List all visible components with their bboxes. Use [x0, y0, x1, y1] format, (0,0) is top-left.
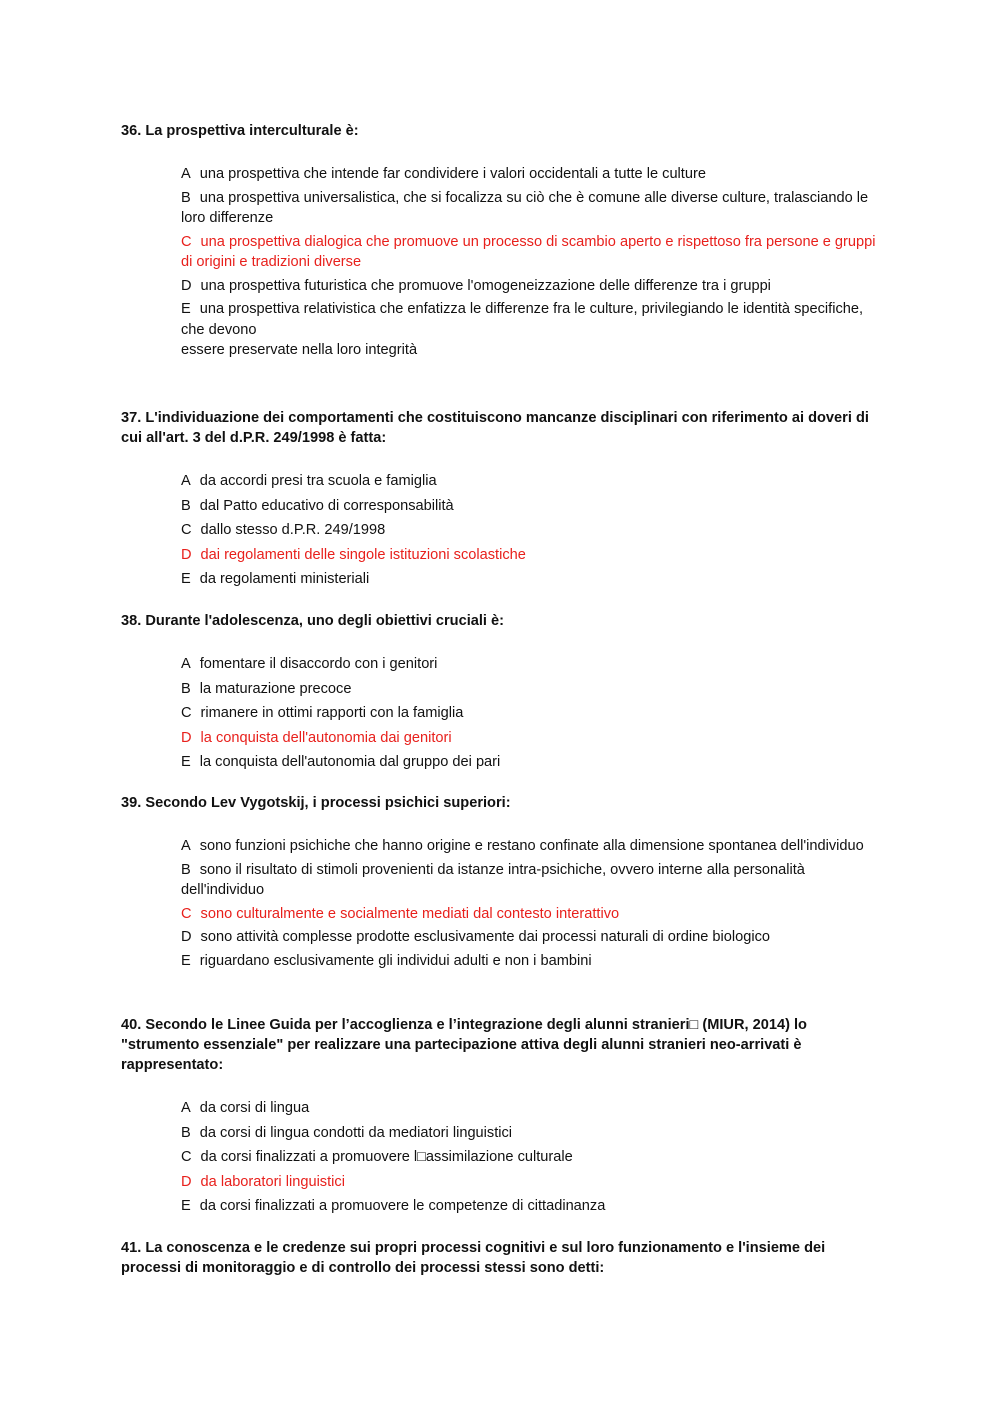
option-text: riguardano esclusivamente gli individui adulti e non i bambini: [199, 952, 592, 969]
option-text: la maturazione precoce: [199, 680, 352, 697]
option-text: sono funzioni psichiche che hanno origine e restano confinate alla dimensione spontanea dell'individuo: [199, 838, 864, 854]
option-b: [181, 496, 881, 517]
option-letter: C: [181, 233, 192, 250]
question-38: [121, 611, 881, 773]
option-b: [181, 860, 881, 901]
option-text: fomentare il disaccordo con i genitori: [199, 656, 438, 672]
option-d-correct: [181, 728, 881, 749]
option-text: sono attività complesse prodotte esclusivamente dai processi naturali di ordine biologico: [200, 929, 771, 945]
option-e: [181, 752, 881, 773]
option-b: [181, 188, 881, 229]
question-title: 38. Durante l'adolescenza, uno degli obiettivi cruciali è:: [121, 613, 505, 629]
option-text: rimanere in ottimi rapporti con la famiglia: [200, 705, 464, 721]
option-a: [181, 471, 881, 492]
option-b: [181, 679, 881, 700]
question-37: [121, 408, 881, 590]
option-letter: D: [181, 729, 192, 746]
option-c: [181, 1147, 881, 1168]
option-a: [181, 164, 881, 185]
option-d: [181, 927, 881, 948]
option-text: dal Patto educativo di corresponsabilità: [199, 497, 454, 514]
question-title: 40. Secondo le Linee Guida per l’accoglienza e l’integrazione degli alunni stranieri□ (MIUR, 2014) lo "strumento essenziale" per realizzare una partecipazione attiva degli alunni stranieri neo-arrivati è rappresentato:: [121, 1017, 807, 1073]
option-text: da corsi di lingua condotti da mediatori linguistici: [199, 1124, 513, 1141]
option-text: la conquista dell'autonomia dal gruppo dei pari: [199, 754, 501, 770]
option-letter: A: [181, 838, 191, 854]
question-title: 36. La prospettiva interculturale è:: [121, 123, 359, 139]
option-letter: D: [181, 546, 192, 563]
answer-options: [121, 164, 881, 361]
answer-options: [121, 654, 881, 773]
option-letter: E: [181, 1198, 191, 1214]
option-letter: C: [181, 522, 192, 538]
question-39: [121, 793, 881, 971]
option-d-correct: [181, 1172, 881, 1193]
option-text: una prospettiva dialogica che promuove un processo di scambio aperto e rispettoso fra persone e gruppi di origini e tradizioni diverse: [181, 233, 876, 270]
answer-options: [121, 471, 881, 590]
option-letter: D: [181, 929, 192, 945]
option-text: da corsi finalizzati a promuovere l□assimilazione culturale: [200, 1149, 573, 1165]
answer-options: [121, 1098, 881, 1217]
option-e: [181, 299, 881, 361]
option-letter: E: [181, 754, 191, 770]
option-text: da accordi presi tra scuola e famiglia: [199, 473, 437, 489]
option-text: una prospettiva relativistica che enfatizza le differenze fra le culture, privilegiando le identità specifiche, che devono: [181, 301, 864, 338]
option-e: [181, 569, 881, 590]
option-text: da corsi di lingua: [199, 1100, 310, 1116]
option-letter: B: [181, 1124, 191, 1141]
option-letter: A: [181, 656, 191, 672]
option-text: da corsi finalizzati a promuovere le competenze di cittadinanza: [199, 1198, 606, 1214]
question-40: [121, 1015, 881, 1217]
option-text: una prospettiva futuristica che promuove l'omogeneizzazione delle differenze tra i gruppi: [200, 277, 771, 294]
option-c: [181, 703, 881, 724]
question-36: [121, 121, 881, 361]
option-letter: C: [181, 905, 192, 922]
option-a: [181, 836, 881, 857]
question-title: 37. L'individuazione dei comportamenti che costituiscono mancanze disciplinari con riferimento ai doveri di cui all'art. 3 del d.P.R. 249/1998 è fatta:: [121, 410, 869, 446]
option-text: sono il risultato di stimoli provenienti da istanze intra-psichiche, ovvero interne alla personalità dell'individuo: [181, 861, 805, 898]
option-text: la conquista dell'autonomia dai genitori: [200, 729, 452, 746]
option-letter: C: [181, 1149, 192, 1165]
option-letter: B: [181, 680, 191, 697]
option-letter: A: [181, 473, 191, 489]
option-letter: E: [181, 952, 191, 969]
option-letter: E: [181, 571, 191, 587]
option-text: da regolamenti ministeriali: [199, 571, 370, 587]
option-a: [181, 1098, 881, 1119]
option-text-continued: essere preservate nella loro integrità: [181, 342, 418, 358]
option-text: da laboratori linguistici: [200, 1173, 345, 1190]
option-letter: B: [181, 189, 191, 206]
option-text: sono culturalmente e socialmente mediati dal contesto interattivo: [200, 905, 620, 922]
option-e: [181, 951, 881, 972]
option-text: dallo stesso d.P.R. 249/1998: [200, 522, 386, 538]
option-c-correct: [181, 904, 881, 925]
option-text: dai regolamenti delle singole istituzioni scolastiche: [200, 546, 526, 563]
option-letter: D: [181, 277, 192, 294]
option-a: [181, 654, 881, 675]
option-letter: C: [181, 705, 192, 721]
option-letter: A: [181, 166, 191, 182]
option-b: [181, 1123, 881, 1144]
answer-options: [121, 836, 881, 971]
option-letter: A: [181, 1100, 191, 1116]
option-d: [181, 276, 881, 297]
question-41: [121, 1238, 881, 1278]
question-title: 39. Secondo Lev Vygotskij, i processi psichici superiori:: [121, 795, 511, 811]
question-title: 41. La conoscenza e le credenze sui propri processi cognitivi e sul loro funzionamento e l'insieme dei processi di monitoraggio e di controllo dei processi stessi sono detti:: [121, 1240, 826, 1276]
option-letter: B: [181, 861, 191, 878]
option-c: [181, 520, 881, 541]
option-letter: B: [181, 497, 191, 514]
option-letter: D: [181, 1173, 192, 1190]
option-letter: E: [181, 301, 191, 317]
option-e: [181, 1196, 881, 1217]
option-d-correct: [181, 545, 881, 566]
option-text: una prospettiva che intende far condividere i valori occidentali a tutte le culture: [199, 166, 706, 182]
option-c-correct: [181, 232, 881, 273]
option-text: una prospettiva universalistica, che si focalizza su ciò che è comune alle diverse culture, tralasciando le loro differenze: [181, 189, 869, 226]
